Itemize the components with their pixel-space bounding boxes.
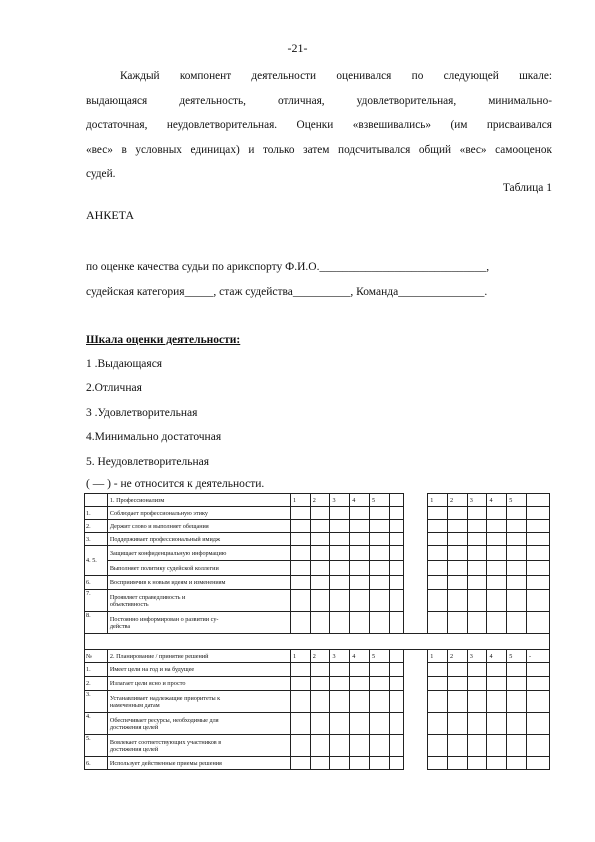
score-cell — [428, 757, 448, 770]
score-cell — [310, 757, 330, 770]
score-cell — [507, 561, 527, 576]
score-cell — [310, 533, 330, 546]
paragraph-line: «вес» в условных единицах) и только затем подсчитывался общий «вес» самооценок — [86, 143, 552, 156]
gap-cell — [404, 533, 428, 546]
score-cell — [507, 691, 527, 713]
criterion-cell: Держит слово и выполняет обещания — [107, 520, 290, 533]
score-cell — [526, 520, 549, 533]
gap-cell — [404, 713, 428, 735]
score-cell — [350, 713, 370, 735]
score-cell — [350, 735, 370, 757]
score-cell — [447, 507, 467, 520]
score-cell — [369, 533, 389, 546]
paragraph-line: судей. — [86, 168, 116, 180]
score-cell — [447, 533, 467, 546]
num-cell: 7. — [85, 590, 108, 612]
score-cell — [487, 520, 507, 533]
score-cell — [507, 520, 527, 533]
score-cell — [526, 576, 549, 590]
gap-cell — [404, 546, 428, 561]
score-cell — [350, 561, 370, 576]
score-cell — [330, 663, 350, 677]
criterion-cell: Обеспечивает ресурсы, необходимые для достижения целей — [107, 713, 290, 735]
score-cell — [487, 612, 507, 634]
scale-item: ( — ) - не относится к деятельности. — [86, 478, 265, 490]
score-cell — [290, 663, 310, 677]
table-row — [85, 561, 550, 576]
page-number: -21- — [287, 41, 308, 55]
score-header: 2 — [447, 650, 467, 663]
score-cell — [85, 634, 550, 650]
paragraph-line: Каждый компонент деятельности оценивался по следующей шкале: — [120, 70, 552, 82]
gap-cell — [404, 576, 428, 590]
score-cell — [447, 735, 467, 757]
table-row — [85, 533, 550, 546]
score-cell — [526, 713, 549, 735]
scale-item: 2.Отличная — [86, 382, 142, 394]
score-cell — [369, 590, 389, 612]
table-row — [85, 576, 550, 590]
score-cell — [507, 507, 527, 520]
score-cell — [330, 533, 350, 546]
score-cell — [428, 561, 448, 576]
score-cell — [389, 735, 404, 757]
gap-cell — [404, 507, 428, 520]
score-cell — [447, 713, 467, 735]
score-cell — [487, 561, 507, 576]
score-cell — [310, 561, 330, 576]
scale-item: 4.Минимально достаточная — [86, 431, 222, 443]
score-cell — [310, 612, 330, 634]
score-cell — [389, 691, 404, 713]
score-cell — [350, 576, 370, 590]
empty-cell — [389, 494, 404, 507]
table-row — [85, 546, 550, 561]
score-cell — [369, 713, 389, 735]
score-cell — [526, 561, 549, 576]
table-row — [85, 612, 550, 634]
score-cell — [330, 561, 350, 576]
score-cell — [290, 590, 310, 612]
score-cell — [428, 691, 448, 713]
score-header: 3 — [467, 494, 487, 507]
paragraph-line: достаточная, неудовлетворительная. Оценки «взвешивались» (им присваивался — [86, 119, 552, 131]
score-header: 1 — [290, 494, 310, 507]
score-cell — [428, 520, 448, 533]
score-header: - — [526, 650, 549, 663]
criterion-cell: Имеет цели на год и на будущее — [107, 663, 290, 677]
score-cell — [350, 590, 370, 612]
gap-cell — [404, 520, 428, 533]
score-cell — [310, 691, 330, 713]
score-cell — [467, 663, 487, 677]
score-cell — [389, 507, 404, 520]
num-cell: 6. — [85, 576, 108, 590]
num-cell: 4. 5. — [85, 546, 108, 576]
score-cell — [350, 691, 370, 713]
score-cell — [487, 663, 507, 677]
score-header: 4 — [487, 650, 507, 663]
score-cell — [467, 546, 487, 561]
score-cell — [507, 735, 527, 757]
score-cell — [487, 533, 507, 546]
evaluation-table — [84, 493, 550, 770]
criterion-cell: Проявляет справедливость и объективность — [107, 590, 290, 612]
score-cell — [447, 590, 467, 612]
score-cell — [330, 576, 350, 590]
score-header: 4 — [350, 494, 370, 507]
num-cell: 3. — [85, 691, 108, 713]
score-header: 2 — [310, 650, 330, 663]
score-cell — [310, 677, 330, 691]
score-cell — [467, 677, 487, 691]
empty-cell — [526, 494, 549, 507]
score-cell — [310, 590, 330, 612]
score-header: 2 — [447, 494, 467, 507]
table-row — [85, 520, 550, 533]
num-cell — [85, 494, 108, 507]
gap-cell — [404, 757, 428, 770]
score-cell — [467, 713, 487, 735]
gap-cell — [404, 650, 428, 663]
score-header: 3 — [467, 650, 487, 663]
score-cell — [369, 561, 389, 576]
score-cell — [350, 677, 370, 691]
score-cell — [290, 507, 310, 520]
section-title-cell: 2. Планирование / принятие решений — [107, 650, 290, 663]
score-cell — [447, 576, 467, 590]
score-cell — [389, 663, 404, 677]
form-line-name: по оценке качества судьи по арикспорту Ф.И.О._____________________________, — [86, 261, 490, 273]
score-cell — [369, 520, 389, 533]
scale-item: 3 .Удовлетворительная — [86, 407, 198, 419]
score-cell — [487, 590, 507, 612]
scale-title: Шкала оценки деятельности: — [86, 334, 241, 346]
score-header: 5 — [369, 494, 389, 507]
score-cell — [389, 677, 404, 691]
score-cell — [507, 757, 527, 770]
gap-cell — [404, 691, 428, 713]
score-cell — [447, 663, 467, 677]
score-cell — [487, 677, 507, 691]
num-cell: 8. — [85, 612, 108, 634]
score-cell — [526, 533, 549, 546]
table-row — [85, 507, 550, 520]
score-cell — [350, 507, 370, 520]
score-cell — [330, 590, 350, 612]
score-cell — [369, 612, 389, 634]
score-cell — [507, 612, 527, 634]
criterion-cell: Вовлекает соответствующих участников в достижения целей — [107, 735, 290, 757]
score-cell — [487, 713, 507, 735]
score-cell — [290, 533, 310, 546]
criterion-cell: Использует действенные приемы решения — [107, 757, 290, 770]
score-cell — [447, 546, 467, 561]
score-cell — [290, 576, 310, 590]
num-cell: 5. — [85, 735, 108, 757]
score-cell — [507, 533, 527, 546]
score-cell — [428, 590, 448, 612]
score-cell — [467, 576, 487, 590]
score-cell — [428, 677, 448, 691]
score-cell — [310, 576, 330, 590]
gap-cell — [404, 612, 428, 634]
form-title: АНКЕТА — [86, 208, 135, 222]
score-cell — [526, 757, 549, 770]
score-cell — [389, 757, 404, 770]
score-cell — [447, 612, 467, 634]
table-header-row — [85, 650, 550, 663]
score-cell — [389, 612, 404, 634]
score-cell — [310, 520, 330, 533]
score-cell — [526, 507, 549, 520]
table-row — [85, 713, 550, 735]
score-cell — [310, 735, 330, 757]
score-cell — [290, 677, 310, 691]
score-cell — [507, 713, 527, 735]
score-cell — [310, 546, 330, 561]
score-header: 1 — [428, 650, 448, 663]
score-cell — [428, 713, 448, 735]
table-row — [85, 677, 550, 691]
score-cell — [290, 612, 310, 634]
intro-paragraph — [86, 64, 552, 187]
score-cell — [290, 735, 310, 757]
table-row — [85, 691, 550, 713]
gap-cell — [404, 677, 428, 691]
score-cell — [507, 546, 527, 561]
score-cell — [487, 507, 507, 520]
gap-cell — [404, 494, 428, 507]
score-cell — [467, 507, 487, 520]
score-cell — [330, 546, 350, 561]
score-cell — [369, 677, 389, 691]
score-cell — [369, 757, 389, 770]
score-cell — [467, 757, 487, 770]
score-cell — [290, 757, 310, 770]
score-cell — [507, 590, 527, 612]
score-cell — [330, 507, 350, 520]
score-header: 5 — [369, 650, 389, 663]
score-cell — [310, 663, 330, 677]
score-cell — [310, 713, 330, 735]
score-cell — [389, 520, 404, 533]
criterion-cell: Выполняет политику судейской коллегии — [107, 561, 290, 576]
score-cell — [467, 612, 487, 634]
score-cell — [389, 576, 404, 590]
score-cell — [447, 691, 467, 713]
gap-cell — [404, 735, 428, 757]
empty-cell — [389, 650, 404, 663]
criterion-cell: Восприимчив к новым идеям и изменениям — [107, 576, 290, 590]
score-cell — [428, 735, 448, 757]
criterion-cell: Соблюдает профессиональную этику — [107, 507, 290, 520]
num-cell: 6. — [85, 757, 108, 770]
num-cell: 3. — [85, 533, 108, 546]
score-cell — [350, 546, 370, 561]
score-cell — [526, 677, 549, 691]
num-cell: 2. — [85, 677, 108, 691]
score-cell — [507, 663, 527, 677]
score-cell — [447, 677, 467, 691]
score-cell — [290, 561, 310, 576]
score-cell — [350, 533, 370, 546]
score-cell — [369, 691, 389, 713]
score-cell — [487, 735, 507, 757]
score-cell — [428, 612, 448, 634]
table-row — [85, 590, 550, 612]
score-cell — [389, 533, 404, 546]
score-cell — [350, 520, 370, 533]
score-cell — [389, 546, 404, 561]
score-cell — [389, 590, 404, 612]
criterion-cell: Устанавливает надлежащие приоритеты к намеченным датам — [107, 691, 290, 713]
score-cell — [467, 691, 487, 713]
table-spacer-row — [85, 634, 550, 650]
score-cell — [369, 663, 389, 677]
score-cell — [389, 561, 404, 576]
score-cell — [428, 663, 448, 677]
score-cell — [526, 691, 549, 713]
score-cell — [428, 533, 448, 546]
score-cell — [526, 735, 549, 757]
table-row — [85, 663, 550, 677]
score-cell — [487, 576, 507, 590]
score-header: 4 — [350, 650, 370, 663]
gap-cell — [404, 663, 428, 677]
score-cell — [330, 612, 350, 634]
num-cell: 2. — [85, 520, 108, 533]
score-cell — [487, 546, 507, 561]
score-cell — [507, 576, 527, 590]
score-header: 1 — [290, 650, 310, 663]
table-row — [85, 757, 550, 770]
score-cell — [487, 691, 507, 713]
score-header: 3 — [330, 494, 350, 507]
score-cell — [507, 677, 527, 691]
section-title-cell: 1. Профессионализм — [107, 494, 290, 507]
num-cell: № — [85, 650, 108, 663]
score-header: 3 — [330, 650, 350, 663]
score-cell — [526, 546, 549, 561]
score-cell — [310, 507, 330, 520]
gap-cell — [404, 590, 428, 612]
score-cell — [330, 757, 350, 770]
score-cell — [428, 576, 448, 590]
score-cell — [369, 735, 389, 757]
criterion-cell: Излагает цели ясно и просто — [107, 677, 290, 691]
score-cell — [526, 590, 549, 612]
score-cell — [447, 520, 467, 533]
score-cell — [389, 713, 404, 735]
form-line-category: судейская категория_____, стаж судейства__________, Команда_______________. — [86, 286, 488, 298]
score-cell — [369, 576, 389, 590]
score-cell — [428, 546, 448, 561]
score-cell — [369, 507, 389, 520]
table-caption: Таблица 1 — [502, 182, 552, 194]
gap-cell — [404, 561, 428, 576]
score-cell — [369, 546, 389, 561]
score-header: 2 — [310, 494, 330, 507]
score-cell — [330, 691, 350, 713]
score-header: 5 — [507, 494, 527, 507]
score-cell — [350, 612, 370, 634]
score-cell — [290, 713, 310, 735]
num-cell: 1. — [85, 507, 108, 520]
score-header: 4 — [487, 494, 507, 507]
score-cell — [290, 691, 310, 713]
score-cell — [290, 520, 310, 533]
table-row — [85, 735, 550, 757]
scale-item: 1 .Выдающаяся — [86, 358, 163, 370]
score-cell — [290, 546, 310, 561]
num-cell: 4. — [85, 713, 108, 735]
score-cell — [467, 590, 487, 612]
score-cell — [330, 520, 350, 533]
paragraph-line: выдающаяся деятельность, отличная, удовлетворительная, минимально- — [86, 94, 552, 107]
criterion-cell: Защищает конфиденциальную информацию — [107, 546, 290, 561]
table-header-row — [85, 494, 550, 507]
score-cell — [526, 663, 549, 677]
num-cell: 1. — [85, 663, 108, 677]
score-cell — [330, 713, 350, 735]
score-cell — [467, 561, 487, 576]
scale-item: 5. Неудовлетворительная — [86, 456, 210, 468]
score-cell — [467, 533, 487, 546]
score-cell — [350, 757, 370, 770]
score-cell — [350, 663, 370, 677]
score-cell — [467, 520, 487, 533]
score-cell — [467, 735, 487, 757]
score-cell — [447, 757, 467, 770]
score-cell — [487, 757, 507, 770]
score-cell — [330, 677, 350, 691]
score-cell — [428, 507, 448, 520]
criterion-cell: Постоянно информирован о развитии су- действа — [107, 612, 290, 634]
score-header: 1 — [428, 494, 448, 507]
score-header: 5 — [507, 650, 527, 663]
criterion-cell: Поддерживает профессиональный имидж — [107, 533, 290, 546]
score-cell — [447, 561, 467, 576]
score-cell — [526, 612, 549, 634]
score-cell — [330, 735, 350, 757]
